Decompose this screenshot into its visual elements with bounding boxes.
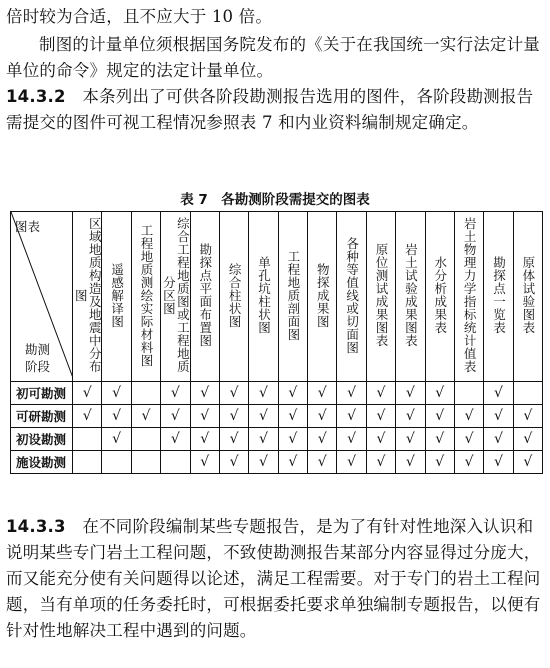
- check-mark-cell: [102, 428, 131, 451]
- check-mark-icon: √: [82, 385, 92, 401]
- check-mark-icon: √: [288, 431, 298, 447]
- check-mark-cell: [219, 451, 248, 474]
- check-mark-icon: √: [317, 408, 327, 424]
- check-mark-icon: √: [288, 454, 298, 470]
- check-mark-cell: [337, 405, 366, 428]
- check-mark-cell: [366, 451, 395, 474]
- check-mark-icon: √: [317, 385, 327, 401]
- check-mark-cell: [73, 382, 102, 405]
- check-mark-icon: √: [376, 385, 386, 401]
- check-mark-cell: [278, 428, 307, 451]
- empty-cell: [73, 451, 102, 474]
- check-mark-icon: √: [229, 408, 239, 424]
- column-header: [161, 212, 190, 382]
- check-mark-cell: [513, 405, 542, 428]
- check-mark-cell: [278, 451, 307, 474]
- check-mark-cell: [366, 428, 395, 451]
- check-mark-icon: √: [493, 431, 503, 447]
- check-mark-cell: [161, 382, 190, 405]
- table-row: [11, 405, 543, 428]
- check-mark-icon: √: [435, 431, 445, 447]
- column-header: [425, 212, 454, 382]
- check-mark-cell: [190, 382, 219, 405]
- check-mark-icon: √: [229, 431, 239, 447]
- check-mark-cell: [249, 405, 278, 428]
- empty-cell: [161, 451, 190, 474]
- check-mark-icon: √: [200, 431, 210, 447]
- check-mark-cell: [249, 382, 278, 405]
- column-header: [396, 212, 425, 382]
- column-header: [190, 212, 219, 382]
- table-7: [10, 211, 543, 474]
- check-mark-cell: [278, 382, 307, 405]
- check-mark-icon: √: [112, 431, 122, 447]
- check-mark-cell: [190, 428, 219, 451]
- table-row: [11, 428, 543, 451]
- check-mark-icon: √: [464, 408, 474, 424]
- check-mark-cell: [484, 405, 513, 428]
- column-header: [337, 212, 366, 382]
- check-mark-cell: [484, 382, 513, 405]
- check-mark-cell: [513, 451, 542, 474]
- check-mark-cell: [396, 428, 425, 451]
- column-header: [102, 212, 131, 382]
- check-mark-icon: √: [82, 408, 92, 424]
- check-mark-icon: √: [493, 408, 503, 424]
- column-header: [249, 212, 278, 382]
- check-mark-icon: √: [435, 454, 445, 470]
- check-mark-icon: √: [317, 431, 327, 447]
- check-mark-icon: √: [376, 454, 386, 470]
- column-header-label: 岩土试验成果图表: [403, 243, 419, 347]
- check-mark-icon: √: [464, 431, 474, 447]
- check-mark-cell: [102, 405, 131, 428]
- check-mark-cell: [278, 405, 307, 428]
- column-header-label: 工程地质剖面图: [285, 249, 301, 341]
- check-mark-icon: √: [347, 385, 357, 401]
- check-mark-icon: √: [405, 408, 415, 424]
- check-mark-cell: [161, 428, 190, 451]
- check-mark-icon: √: [229, 385, 239, 401]
- column-header: [366, 212, 395, 382]
- paragraph-1: 倍时较为合适，且不应大于 10 倍。: [6, 7, 273, 26]
- check-mark-cell: [337, 451, 366, 474]
- check-mark-icon: √: [141, 408, 151, 424]
- check-mark-icon: √: [523, 408, 533, 424]
- check-mark-icon: √: [112, 408, 122, 424]
- clause-number: 14.3.2: [6, 87, 66, 106]
- check-mark-icon: √: [258, 454, 268, 470]
- check-mark-cell: [73, 405, 102, 428]
- check-mark-icon: √: [258, 408, 268, 424]
- column-header: [219, 212, 248, 382]
- column-header-label: 各种等值线或切面图: [344, 236, 360, 354]
- paragraph-14-3-3: 14.3.3 在不同阶段编制某些专题报告，是为了有针对性地深入认识和说明某些专门岩土工程问题，不致使勘测报告某部分内容显得过分庞大，而又能充分使有关问题得以论述，满足工程需要。对于专门的岩土工程问题，当有单项的任务委托时，可根据委托要求单独编制专题报告，以便有针对性地解决工程中遇到的问题。: [6, 517, 541, 640]
- column-header: [484, 212, 513, 382]
- check-mark-cell: [161, 405, 190, 428]
- check-mark-cell: [513, 428, 542, 451]
- column-header-label: 工程地质测绘实际材料图: [138, 223, 154, 367]
- stage-label: 初设勘测: [11, 428, 73, 451]
- check-mark-icon: √: [200, 385, 210, 401]
- column-header-label: 勘探点平面布置图: [197, 243, 213, 347]
- check-mark-cell: [425, 405, 454, 428]
- check-mark-cell: [308, 428, 337, 451]
- check-mark-cell: [219, 405, 248, 428]
- check-mark-icon: √: [523, 431, 533, 447]
- check-mark-icon: √: [523, 454, 533, 470]
- paragraph-2: 制图的计量单位须根据国务院发布的《关于在我国统一实行法定计量单位的命令》规定的法定计量单位。: [6, 35, 540, 80]
- empty-cell: [131, 382, 160, 405]
- check-mark-icon: √: [435, 385, 445, 401]
- corner-header: [11, 212, 73, 382]
- check-mark-icon: √: [405, 385, 415, 401]
- check-mark-icon: √: [493, 454, 503, 470]
- check-mark-cell: [425, 428, 454, 451]
- check-mark-cell: [396, 405, 425, 428]
- check-mark-icon: √: [347, 431, 357, 447]
- check-mark-icon: √: [170, 385, 180, 401]
- column-header: [308, 212, 337, 382]
- check-mark-icon: √: [347, 454, 357, 470]
- check-mark-cell: [102, 382, 131, 405]
- check-mark-cell: [308, 382, 337, 405]
- check-mark-cell: [131, 405, 160, 428]
- table-caption: 表 7 各勘测阶段需提交的图表: [180, 192, 370, 208]
- check-mark-icon: √: [347, 408, 357, 424]
- empty-cell: [102, 451, 131, 474]
- table-row: [11, 382, 543, 405]
- check-mark-cell: [454, 405, 483, 428]
- check-mark-cell: [219, 382, 248, 405]
- check-mark-cell: [425, 451, 454, 474]
- column-header: [73, 212, 102, 382]
- check-mark-icon: √: [200, 454, 210, 470]
- check-mark-cell: [484, 428, 513, 451]
- check-mark-icon: √: [405, 431, 415, 447]
- check-mark-cell: [425, 382, 454, 405]
- check-mark-cell: [190, 405, 219, 428]
- check-mark-icon: √: [376, 431, 386, 447]
- check-mark-icon: √: [288, 385, 298, 401]
- check-mark-cell: [219, 428, 248, 451]
- empty-cell: [454, 382, 483, 405]
- check-mark-icon: √: [200, 408, 210, 424]
- check-mark-cell: [190, 451, 219, 474]
- check-mark-cell: [366, 382, 395, 405]
- stage-label: 施设勘测: [11, 451, 73, 474]
- column-header: [278, 212, 307, 382]
- empty-cell: [73, 428, 102, 451]
- column-header-label: 物探成果图: [315, 262, 331, 328]
- table-row: [11, 451, 543, 474]
- check-mark-icon: √: [317, 454, 327, 470]
- empty-cell: [513, 382, 542, 405]
- empty-cell: [131, 428, 160, 451]
- check-mark-icon: √: [112, 385, 122, 401]
- stage-label: 初可勘测: [11, 382, 73, 405]
- check-mark-icon: √: [376, 408, 386, 424]
- column-header: [454, 212, 483, 382]
- check-mark-icon: √: [435, 408, 445, 424]
- clause-number: 14.3.3: [6, 517, 66, 536]
- column-header: [513, 212, 542, 382]
- corner-label-charts: 图表: [15, 219, 41, 234]
- check-mark-cell: [337, 382, 366, 405]
- check-mark-cell: [249, 428, 278, 451]
- column-header-label: 遥感解译图: [109, 262, 125, 328]
- check-mark-icon: √: [170, 431, 180, 447]
- check-mark-icon: √: [170, 408, 180, 424]
- column-header-label: 水分析成果表: [432, 256, 448, 334]
- check-mark-icon: √: [229, 454, 239, 470]
- check-mark-cell: [366, 405, 395, 428]
- check-mark-icon: √: [258, 431, 268, 447]
- column-header-label: 区域地质构造及地震中分布图: [73, 217, 103, 373]
- check-mark-icon: √: [288, 408, 298, 424]
- empty-cell: [131, 451, 160, 474]
- column-header-label: 原位测试成果图表: [373, 243, 389, 347]
- check-mark-cell: [249, 451, 278, 474]
- check-mark-cell: [396, 382, 425, 405]
- check-mark-cell: [454, 428, 483, 451]
- check-mark-icon: √: [405, 454, 415, 470]
- check-mark-icon: √: [493, 385, 503, 401]
- column-header-label: 岩土物理力学指标统计值表: [462, 217, 478, 373]
- check-mark-icon: √: [464, 454, 474, 470]
- corner-label-stage: 勘测 阶段: [25, 342, 51, 374]
- check-mark-cell: [308, 451, 337, 474]
- check-mark-icon: √: [258, 385, 268, 401]
- check-mark-cell: [308, 405, 337, 428]
- paragraph-14-3-2: 14.3.2 本条列出了可供各阶段勘测报告选用的图件，各阶段勘测报告需提交的图件可视工程情况参照表 7 和内业资料编制规定确定。: [6, 87, 534, 132]
- check-mark-cell: [337, 428, 366, 451]
- check-mark-cell: [484, 451, 513, 474]
- stage-label: 可研勘测: [11, 405, 73, 428]
- column-header-label: 综合工程地质图或工程地质分区图: [161, 217, 191, 373]
- column-header: [131, 212, 160, 382]
- column-header-label: 单孔坑柱状图: [256, 256, 272, 334]
- column-header-label: 勘探点一览表: [491, 256, 507, 334]
- check-mark-cell: [396, 451, 425, 474]
- check-mark-cell: [454, 451, 483, 474]
- column-header-label: 原体试验图表: [520, 256, 536, 334]
- column-header-label: 综合柱状图: [227, 262, 243, 328]
